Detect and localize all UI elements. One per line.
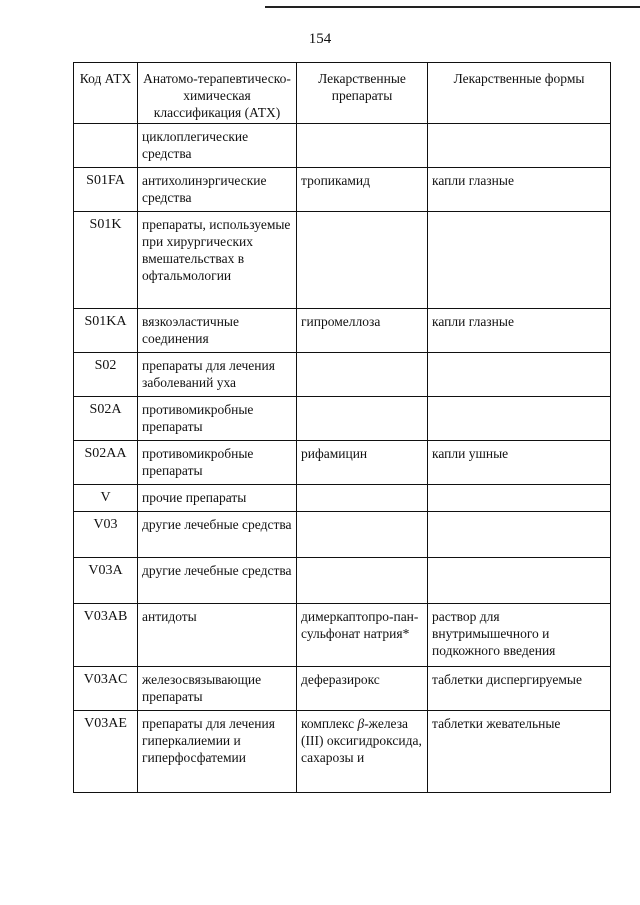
drug-cell: рифамицин: [297, 441, 428, 485]
form-cell: капли ушные: [428, 441, 611, 485]
form-cell: раствор для внутримышечного и подкожного введения: [428, 604, 611, 667]
drug-cell: [297, 124, 428, 168]
header-drugs: Лекарственные препараты: [297, 63, 428, 124]
table-row: [74, 441, 611, 485]
classification-cell: антидоты: [138, 604, 297, 667]
drug-name-prefix: комплекс: [301, 716, 355, 731]
table-row: [74, 397, 611, 441]
classification-cell: противомикробные препараты: [138, 397, 297, 441]
drug-cell: [297, 512, 428, 558]
atc-code-cell: S01KA: [74, 309, 138, 353]
drug-cell: [297, 212, 428, 309]
drug-cell: [297, 711, 428, 793]
table-row: [74, 353, 611, 397]
drug-cell: димеркаптопро-пан-сульфонат натрия*: [297, 604, 428, 667]
classification-cell: противомикробные препараты: [138, 441, 297, 485]
header-classification: Анатомо-терапевтическо-химическая классификация (АТХ): [138, 63, 297, 124]
table-row: [74, 485, 611, 512]
classification-cell: другие лечебные средства: [138, 512, 297, 558]
classification-cell: циклоплегические средства: [138, 124, 297, 168]
form-cell: капли глазные: [428, 309, 611, 353]
form-cell: [428, 558, 611, 604]
classification-cell: прочие препараты: [138, 485, 297, 512]
table-row: [74, 558, 611, 604]
table-row: [74, 309, 611, 353]
classification-cell: антихолинэргические средства: [138, 168, 297, 212]
atc-code-cell: V03: [74, 512, 138, 558]
table-row: [74, 711, 611, 793]
drug-cell: гипромеллоза: [297, 309, 428, 353]
classification-cell: другие лечебные средства: [138, 558, 297, 604]
table-header-row: [74, 63, 611, 124]
atc-code-cell: S02: [74, 353, 138, 397]
table-row: [74, 667, 611, 711]
drug-cell: [297, 353, 428, 397]
form-cell: [428, 353, 611, 397]
atc-code-cell: V03AE: [74, 711, 138, 793]
drug-cell: [297, 485, 428, 512]
classification-cell: вязкоэластичные соединения: [138, 309, 297, 353]
form-cell: [428, 485, 611, 512]
beta-symbol: β: [357, 716, 365, 731]
table-row: [74, 604, 611, 667]
classification-cell: препараты для лечения заболеваний уха: [138, 353, 297, 397]
table-row: [74, 512, 611, 558]
form-cell: [428, 212, 611, 309]
drug-cell: [297, 558, 428, 604]
atc-code-cell: S01K: [74, 212, 138, 309]
drug-cell: [297, 397, 428, 441]
atc-code-cell: V: [74, 485, 138, 512]
atc-table: [73, 62, 611, 793]
classification-cell: железосвязывающие препараты: [138, 667, 297, 711]
classification-cell: препараты, используемые при хирургических вмешательствах в офтальмологии: [138, 212, 297, 309]
atc-code-cell: V03AC: [74, 667, 138, 711]
atc-code-cell: S02AA: [74, 441, 138, 485]
table-row: [74, 212, 611, 309]
classification-cell: препараты для лечения гиперкалиемии и гиперфосфатемии: [138, 711, 297, 793]
form-cell: [428, 124, 611, 168]
header-forms: Лекарственные формы: [428, 63, 611, 124]
atc-code-cell: [74, 124, 138, 168]
table-row: [74, 168, 611, 212]
form-cell: таблетки жевательные: [428, 711, 611, 793]
form-cell: таблетки диспергируемые: [428, 667, 611, 711]
atc-code-cell: S02A: [74, 397, 138, 441]
table-row: [74, 124, 611, 168]
drug-name-suffix: -железа (III) оксигидроксида, сахарозы и: [301, 716, 422, 765]
form-cell: [428, 512, 611, 558]
atc-code-cell: V03A: [74, 558, 138, 604]
atc-code-cell: S01FA: [74, 168, 138, 212]
top-rule: [265, 6, 640, 8]
form-cell: [428, 397, 611, 441]
header-code: Код АТХ: [74, 63, 138, 124]
drug-cell: деферазирокс: [297, 667, 428, 711]
form-cell: капли глазные: [428, 168, 611, 212]
atc-code-cell: V03AB: [74, 604, 138, 667]
drug-cell: тропикамид: [297, 168, 428, 212]
page-number: 154: [308, 31, 332, 47]
